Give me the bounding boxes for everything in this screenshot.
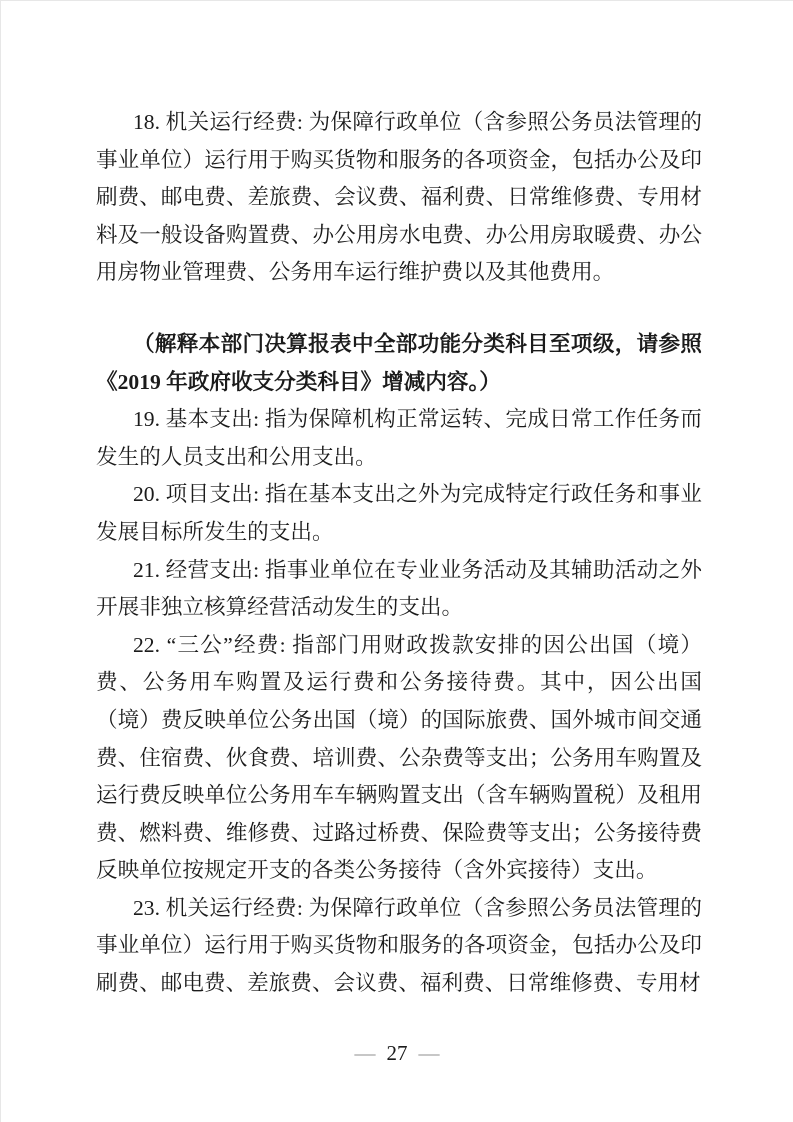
paragraph-item-23: 23. 机关运行经费: 为保障行政单位（含参照公务员法管理的事业单位）运行用于购买货物和服务的各项资金，包括办公及印刷费、邮电费、差旅费、会议费、福利费、日常维修费、专用材 xyxy=(96,895,702,996)
document-body xyxy=(96,104,702,1003)
paragraph-item-20: 20. 项目支出: 指在基本支出之外为完成特定行政任务和事业发展目标所发生的支出。 xyxy=(96,482,702,544)
paragraph-item-21: 21. 经营支出: 指事业单位在专业业务活动及其辅助活动之外开展非独立核算经营活动发生的支出。 xyxy=(96,557,702,620)
note-paragraph: （解释本部门决算报表中全部功能分类科目至项级，请参照《2019 年政府收支分类科目》增减内容。） xyxy=(96,331,702,394)
paragraph-item-18: 18. 机关运行经费: 为保障行政单位（含参照公务员法管理的事业单位）运行用于购买货物和服务的各项资金，包括办公及印刷费、邮电费、差旅费、会议费、福利费、日常维修费、专用材料及一般设备购置费、办公用房水电费、办公用房取暖费、办公用房物业管理费、公务用车运行维护费以及其他费用。 xyxy=(96,110,702,285)
page-footer xyxy=(1,1041,793,1065)
footer-dash-right: — xyxy=(418,1041,440,1065)
page-number: 27 xyxy=(386,1041,408,1065)
paragraph-item-19: 19. 基本支出: 指为保障机构正常运转、完成日常工作任务而发生的人员支出和公用支出。 xyxy=(96,407,702,469)
footer-dash-left: — xyxy=(354,1041,376,1065)
paragraph-item-22: 22. “三公”经费: 指部门用财政拨款安排的因公出国（境）费、公务用车购置及运行费和公务接待费。其中，因公出国（境）费反映单位公务出国（境）的国际旅费、国外城市间交通费、住宿费、伙食费、培训费、公杂费等支出；公务用车购置及运行费反映单位公务用车车辆购置支出（含车辆购置税）及租用费、燃料费、维修费、过路过桥费、保险费等支出；公务接待费反映单位按规定开支的各类公务接待（含外宾接待）支出。 xyxy=(96,632,702,883)
